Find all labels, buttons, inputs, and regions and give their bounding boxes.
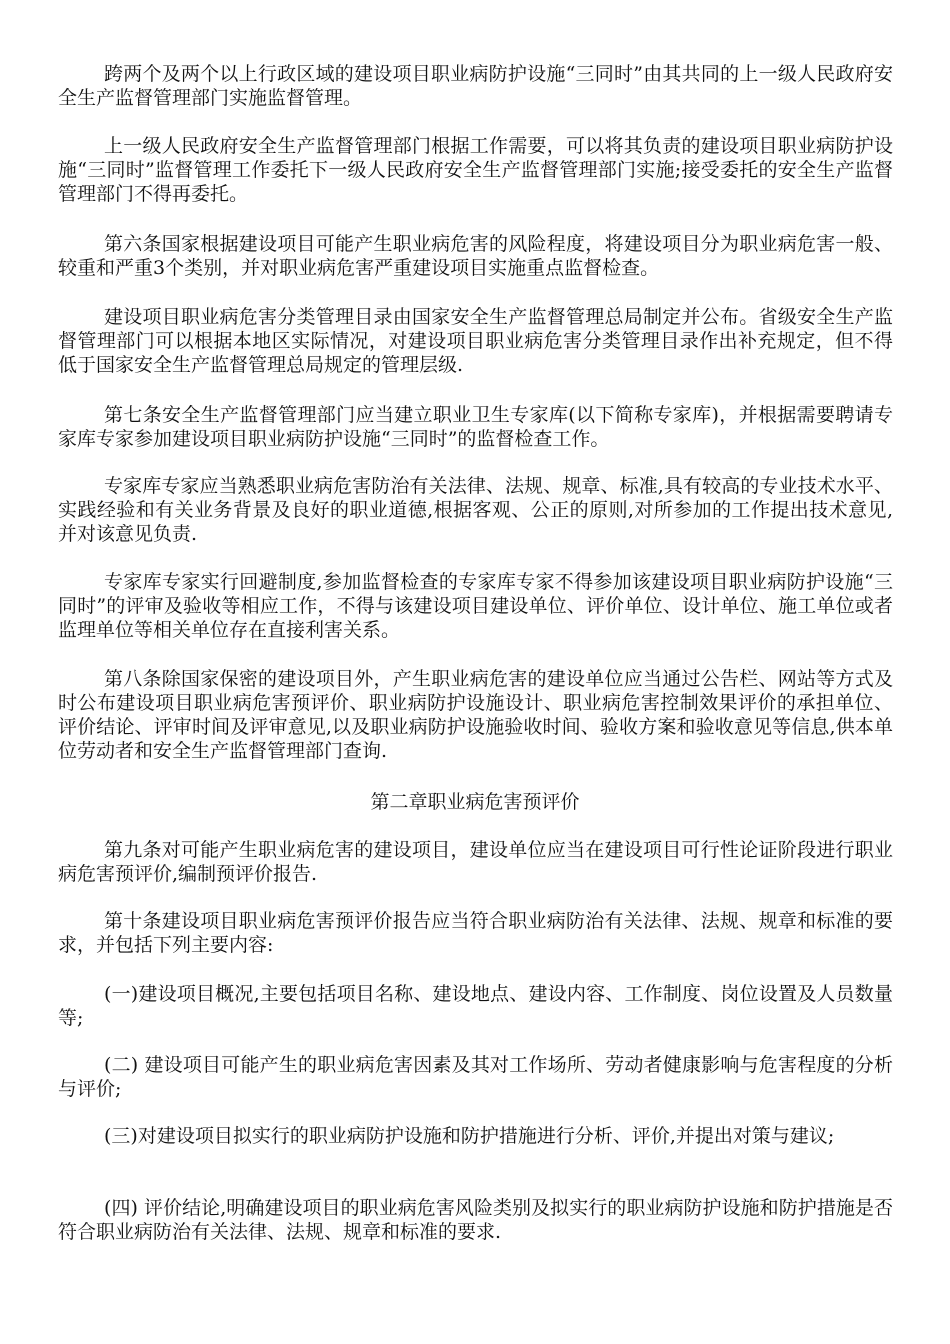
paragraph-delegation: 上一级人民政府安全生产监督管理部门根据工作需要，可以将其负责的建设项目职业病防护设施“三同时”监督管理工作委托下一级人民政府安全生产监督管理部门实施;接受委托的安全生产监督管理部门不得再委托。 bbox=[58, 135, 893, 205]
paragraph-article-10: 第十条建设项目职业病危害预评价报告应当符合职业病防治有关法律、法规、规章和标准的要求，并包括下列主要内容: bbox=[58, 910, 893, 956]
paragraph-classification-catalog: 建设项目职业病危害分类管理目录由国家安全生产监督管理总局制定并公布。省级安全生产监督管理部门可以根据本地区实际情况，对建设项目职业病危害分类管理目录作出补充规定，但不得低于国家安全生产监督管理总局规定的管理层级. bbox=[58, 306, 893, 376]
paragraph-article-7: 第七条安全生产监督管理部门应当建立职业卫生专家库(以下简称专家库)，并根据需要聘请专家库专家参加建设项目职业病防护设施“三同时”的监督检查工作。 bbox=[58, 404, 893, 450]
list-item-2: (二) 建设项目可能产生的职业病危害因素及其对工作场所、劳动者健康影响与危害程度的分析与评价; bbox=[58, 1054, 893, 1100]
chapter-heading: 第二章职业病危害预评价 bbox=[370, 791, 580, 813]
list-item-4: (四) 评价结论,明确建设项目的职业病危害风险类别及拟实行的职业病防护设施和防护措施是否符合职业病防治有关法律、法规、规章和标准的要求. bbox=[58, 1197, 893, 1243]
paragraph-expert-requirements: 专家库专家应当熟悉职业病危害防治有关法律、法规、规章、标准,具有较高的专业技术水平、实践经验和有关业务背景及良好的职业道德,根据客观、公正的原则,对所参加的工作提出技术意见,并对该意见负责. bbox=[58, 475, 893, 545]
list-item-3: (三)对建设项目拟实行的职业病防护设施和防护措施进行分析、评价,并提出对策与建议; bbox=[104, 1125, 835, 1147]
paragraph-article-6: 第六条国家根据建设项目可能产生职业病危害的风险程度，将建设项目分为职业病危害一般、较重和严重3个类别，并对职业病危害严重建设项目实施重点监督检查。 bbox=[58, 233, 893, 279]
list-item-1: (一)建设项目概况,主要包括项目名称、建设地点、建设内容、工作制度、岗位设置及人员数量等; bbox=[58, 983, 893, 1029]
paragraph-article-9: 第九条对可能产生职业病危害的建设项目，建设单位应当在建设项目可行性论证阶段进行职业病危害预评价,编制预评价报告. bbox=[58, 839, 893, 885]
paragraph-expert-recusal: 专家库专家实行回避制度,参加监督检查的专家库专家不得参加该建设项目职业病防护设施“三同时”的评审及验收等相应工作，不得与该建设项目建设单位、评价单位、设计单位、施工单位或者监理单位等相关单位存在直接利害关系。 bbox=[58, 571, 893, 641]
paragraph-article-8: 第八条除国家保密的建设项目外，产生职业病危害的建设单位应当通过公告栏、网站等方式及时公布建设项目职业病危害预评价、职业病防护设施设计、职业病危害控制效果评价的承担单位、评价结论、评审时间及评审意见,以及职业病防护设施验收时间、验收方案和验收意见等信息,供本单位劳动者和安全生产监督管理部门查询. bbox=[58, 668, 893, 762]
paragraph-cross-region-supervision: 跨两个及两个以上行政区域的建设项目职业病防护设施“三同时”由其共同的上一级人民政府安全生产监督管理部门实施监督管理。 bbox=[58, 63, 893, 109]
